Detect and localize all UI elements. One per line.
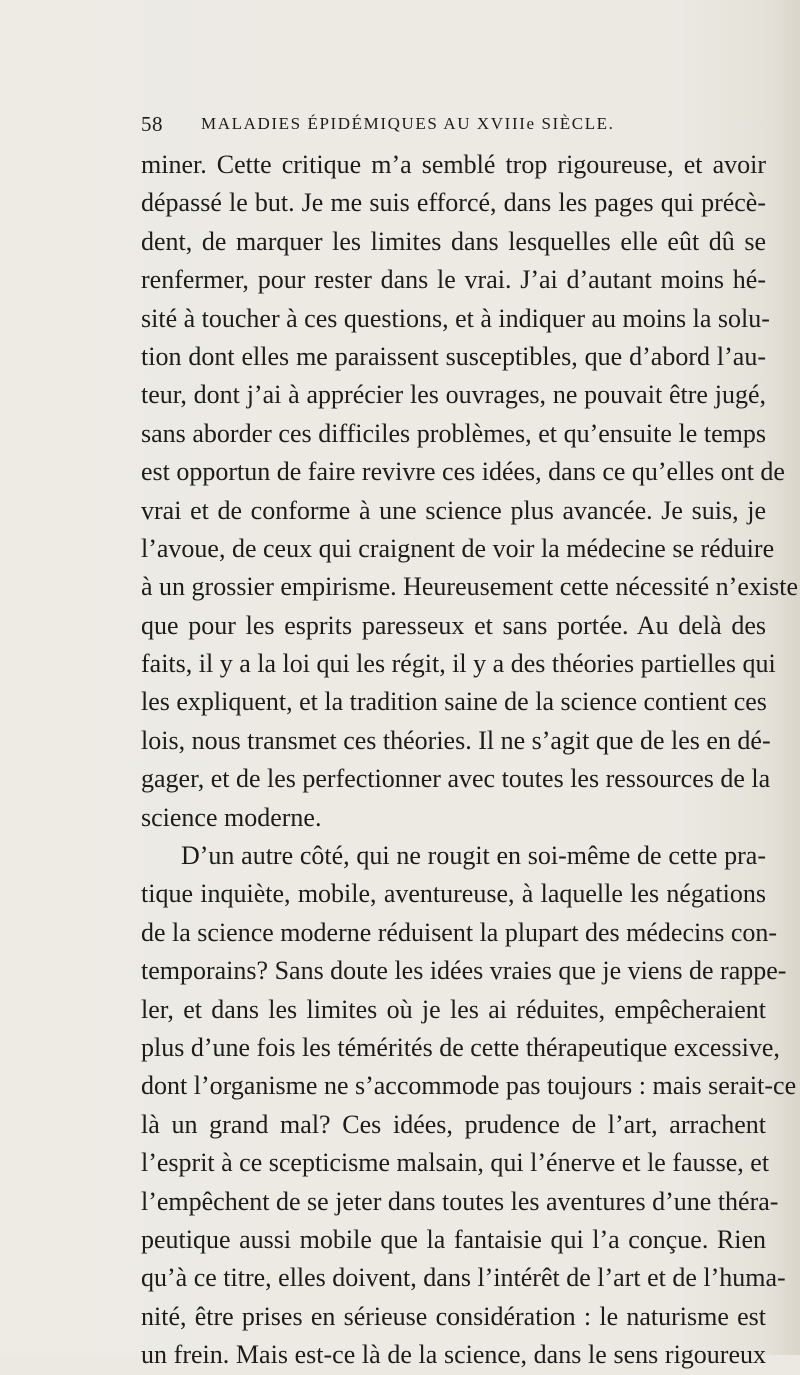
text-line: lois, nous transmet ces théories. Il ne s’agit que de les en dé- [141,725,771,755]
text-line: faits, il y a la loi qui les régit, il y a des théories partielles qui [141,649,776,679]
text-line: est opportun de faire revivre ces idées, dans ce qu’elles ont de [141,457,785,487]
text-line: peutique aussi mobile que la fantaisie qui l’a conçue. Rien [141,1224,766,1254]
text-line: ler, et dans les limites où je les ai réduites, empêcheraient [141,994,766,1024]
text-line: là un grand mal? Ces idées, prudence de l’art, arrachent [141,1109,766,1139]
page-number: 58 [141,112,163,136]
body-text [141,146,798,1375]
text-line: un frein. Mais est-ce là de la science, dans le sens rigoureux [141,1340,766,1370]
running-head: MALADIES ÉPIDÉMIQUES AU XVIIIe SIÈCLE. [201,114,615,133]
text-line: que pour les esprits paresseux et sans portée. Au delà des [141,610,766,640]
page-header [141,112,761,142]
text-line: l’avoue, de ceux qui craignent de voir la médecine se réduire [141,533,775,563]
text-line: gager, et de les perfectionner avec toutes les ressources de la [141,764,771,794]
text-line: dépassé le but. Je me suis efforcé, dans les pages qui précè- [141,188,766,218]
text-line: sans aborder ces difficiles problèmes, et qu’ensuite le temps [141,418,766,448]
text-line: teur, dont j’ai à apprécier les ouvrages, ne pouvait être jugé, [141,380,766,410]
text-line: miner. Cette critique m’a semblé trop rigoureuse, et avoir [141,150,766,179]
text-line: tion dont elles me paraissent susceptibles, que d’abord l’au- [141,341,766,371]
text-line: plus d’une fois les témérités de cette thérapeutique excessive, [141,1032,780,1062]
text-line: temporains? Sans doute les idées vraies que je viens de rappe- [141,956,787,986]
text-line: renfermer, pour rester dans le vrai. J’ai d’autant moins hé- [141,265,766,295]
text-line: de la science moderne réduisent la plupart des médecins con- [141,917,778,947]
text-line: l’empêchent de se jeter dans toutes les aventures d’une théra- [141,1186,779,1216]
text-line: vrai et de conforme à une science plus avancée. Je suis, je [141,495,766,525]
paragraph-end-line: science moderne. [141,802,322,832]
text-line: nité, être prises en sérieuse considération : le naturisme est [141,1301,766,1331]
text-line: à un grossier empirisme. Heureusement cette nécessité n’existe [141,572,798,602]
text-line: l’esprit à ce scepticisme malsain, qui l’énerve et le fausse, et [141,1148,770,1178]
text-line: dont l’organisme ne s’accommode pas toujours : mais serait-ce [141,1071,797,1101]
text-line: tique inquiète, mobile, aventureuse, à laquelle les négations [141,879,766,909]
text-line: dent, de marquer les limites dans lesquelles elle eût dû se [141,226,766,256]
text-line: qu’à ce titre, elles doivent, dans l’intérêt de l’art et de l’huma- [141,1263,786,1293]
text-line: les expliquent, et la tradition saine de la science contient ces [141,687,767,717]
paragraph-first-line: D’un autre côté, qui ne rougit en soi-même de cette pra- [181,841,766,871]
text-line: sité à toucher à ces questions, et à indiquer au moins la solu- [141,303,770,333]
